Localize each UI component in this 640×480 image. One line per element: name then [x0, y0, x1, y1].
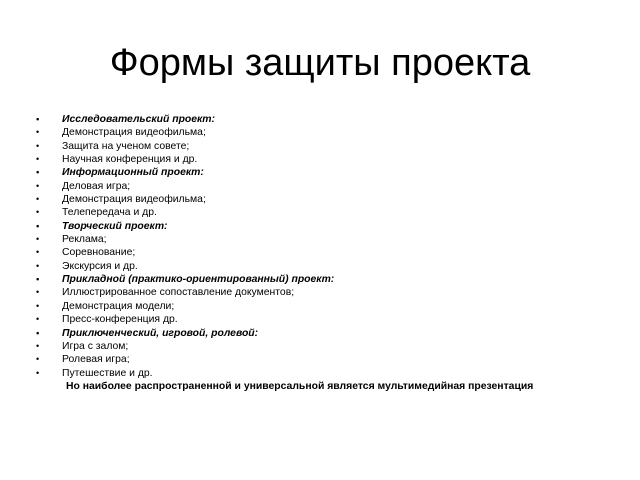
list-item [36, 153, 626, 166]
list-item-text: Но наиболее распространенной и универсальной является мультимедийная презентация [66, 380, 534, 392]
list-item-text: Иллюстрированное сопоставление документов; [62, 287, 295, 299]
list-item [36, 353, 626, 366]
list-heading-item [36, 220, 626, 233]
list-item [36, 206, 626, 219]
list-item [36, 300, 626, 313]
list-item [36, 286, 626, 299]
slide-title: Формы защиты проекта [109, 42, 531, 84]
conclusion-item [36, 380, 626, 393]
bullet-icon: • [36, 234, 40, 245]
bullet-icon: • [36, 367, 40, 378]
list-item-text: Телепередача и др. [62, 207, 157, 219]
list-heading-item [36, 113, 626, 126]
bullet-icon: • [36, 260, 40, 271]
list-heading-item [36, 273, 626, 286]
bullet-icon: • [36, 220, 40, 231]
bullet-icon: • [36, 287, 40, 298]
list-item-text: Приключенческий, игровой, ролевой: [62, 327, 259, 339]
bullet-icon: • [36, 354, 40, 365]
list-item-text: Исследовательский проект: [62, 114, 216, 125]
list-item-text: Демонстрация видеофильма; [62, 127, 206, 139]
bullet-icon: • [36, 314, 40, 325]
list-item-text: Научная конференция и др. [62, 154, 198, 166]
list-item [36, 340, 626, 353]
list-item [36, 260, 626, 273]
list-item-text: Творческий проект: [62, 220, 168, 232]
bullet-icon: • [36, 274, 40, 285]
list-item-text: Соревнование; [62, 247, 136, 259]
bullet-icon: • [36, 247, 40, 258]
bullet-icon: • [36, 194, 40, 205]
list-item [36, 313, 626, 326]
list-item-text: Защита на ученом совете; [62, 140, 190, 152]
list-item [36, 140, 626, 153]
list-item [36, 126, 626, 139]
bullet-icon: • [36, 300, 40, 311]
bullet-icon: • [36, 327, 40, 338]
list-item-text: Игра с залом; [62, 340, 129, 352]
list-item [36, 193, 626, 206]
bullet-icon: • [36, 167, 40, 178]
bullet-icon: • [36, 127, 40, 138]
list-item-text: Экскурсия и др. [62, 260, 138, 272]
list-item-text: Деловая игра; [62, 180, 131, 192]
list-item-text: Ролевая игра; [62, 354, 130, 366]
bullet-icon: • [36, 114, 40, 124]
list-item-text: Демонстрация видеофильма; [62, 194, 206, 206]
list-item-text: Прикладной (практико-ориентированный) проект: [62, 274, 335, 286]
list-heading-item [36, 327, 626, 340]
bullet-icon: • [36, 180, 40, 191]
list-item-text: Пресс-конференция др. [62, 314, 178, 326]
bullet-icon: • [36, 340, 40, 351]
list-item-text: Путешествие и др. [62, 367, 153, 379]
list-item [36, 180, 626, 193]
list-item [36, 367, 626, 380]
list-item-text: Реклама; [62, 234, 107, 246]
bullet-icon: • [36, 154, 40, 165]
bullet-list [36, 113, 626, 393]
bullet-icon: • [36, 140, 40, 151]
list-heading-item [36, 166, 626, 179]
list-item [36, 233, 626, 246]
list-item [36, 246, 626, 259]
list-item-text: Демонстрация модели; [62, 300, 175, 312]
list-item-text: Информационный проект: [62, 167, 204, 179]
bullet-icon: • [36, 207, 40, 218]
